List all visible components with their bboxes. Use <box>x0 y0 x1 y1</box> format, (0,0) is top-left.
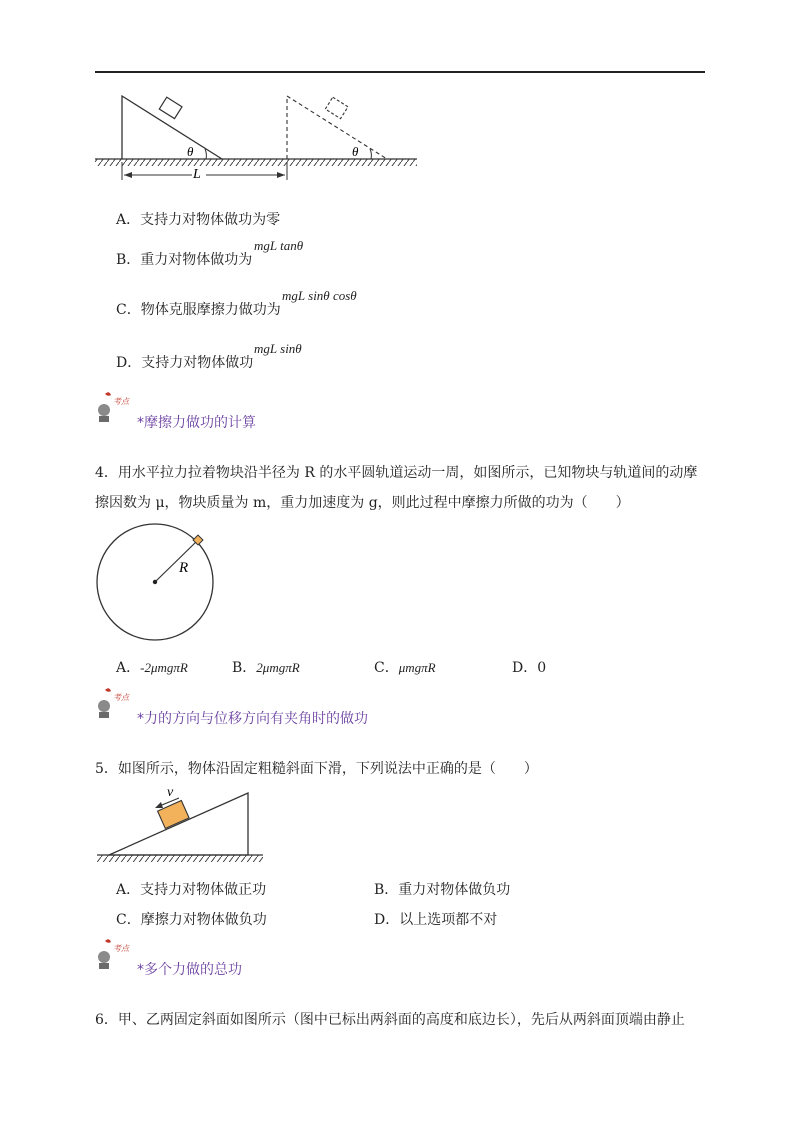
q5-knowledge-label: *多个力做的总功 <box>137 962 242 978</box>
option-letter: B． <box>116 252 141 268</box>
velocity-arrow-head <box>155 802 163 808</box>
q5-figure <box>95 785 265 865</box>
option-text: -2μmgπR <box>140 660 188 675</box>
option-letter: B． <box>374 882 399 898</box>
radius-line <box>155 541 197 582</box>
option-text: 支持力对物体做正功 <box>140 882 267 898</box>
q4-knowledge-label: *力的方向与位移方向有夹角时的做功 <box>137 711 368 727</box>
option-letter: A． <box>116 660 141 676</box>
knowledge-point-icon <box>95 390 127 426</box>
option-text: 支持力对物体做功为零 <box>140 212 281 228</box>
q4-line-1: 4．用水平拉力拉着物块沿半径为 R 的水平圆轨道运动一周，如图所示，已知物块与轨道间的动摩 <box>95 465 698 481</box>
velocity-label: v <box>167 785 174 800</box>
option-text: 2μmgπR <box>256 660 300 675</box>
option-letter: B． <box>232 660 257 676</box>
q6-line-1: 6．甲、乙两固定斜面如图所示（图中已标出两斜面的高度和底边长），先后从两斜面顶端由静止 <box>95 1012 685 1028</box>
q5-option-b[interactable] <box>374 880 510 900</box>
ground-hatch <box>95 159 417 166</box>
option-text: 物体克服摩擦力做功为 <box>140 302 281 318</box>
q4-line-2: 擦因数为 μ，物块质量为 m，重力加速度为 g，则此过程中摩擦力所做的功为（ ） <box>95 495 630 511</box>
q3-option-d[interactable] <box>116 353 253 373</box>
q3-option-c-math: mgL sinθ cosθ <box>282 288 357 303</box>
kp-glyph-1: 考点 <box>113 693 129 702</box>
option-text: 支持力对物体做功 <box>141 355 254 371</box>
q3-option-c[interactable] <box>116 300 281 320</box>
dim-arrow-left <box>124 172 132 178</box>
angle-arc-right <box>370 149 371 159</box>
option-text: 重力对物体做功为 <box>140 252 253 268</box>
q3-option-a[interactable] <box>116 210 280 230</box>
q5-option-a[interactable] <box>116 880 266 900</box>
q4-option-c[interactable] <box>374 658 436 678</box>
q4-option-b[interactable] <box>232 658 300 678</box>
angle-arc-left <box>205 149 206 159</box>
block <box>159 97 182 118</box>
q5-line-1: 5．如图所示，物体沿固定粗糙斜面下滑，下列说法中正确的是（ ） <box>95 761 538 777</box>
q4-figure <box>95 530 220 645</box>
theta-label-left: θ <box>187 144 194 159</box>
block-dashed <box>325 97 348 118</box>
option-letter: A． <box>116 882 141 898</box>
q3-figure <box>95 90 425 185</box>
q3-option-d-math: mgL sinθ <box>254 341 302 356</box>
header-rule <box>95 71 705 73</box>
kp-glyph-1: 考点 <box>113 397 129 406</box>
ground-hatch <box>97 855 263 862</box>
option-letter: A． <box>116 212 141 228</box>
option-letter: C． <box>116 302 141 318</box>
incline-dashed <box>287 96 387 159</box>
q4-option-d[interactable] <box>512 658 546 678</box>
q4-option-a[interactable] <box>116 658 188 678</box>
option-letter: C． <box>116 912 141 928</box>
kp-glyph-1: 考点 <box>113 944 129 953</box>
dim-arrow-right <box>277 172 285 178</box>
option-letter: C． <box>374 660 399 676</box>
option-letter: D． <box>512 660 538 676</box>
knowledge-point-icon <box>95 937 127 973</box>
option-text: 重力对物体做负功 <box>398 882 511 898</box>
option-text: 摩擦力对物体做负功 <box>140 912 267 928</box>
q3-knowledge-label: *摩擦力做功的计算 <box>137 415 256 431</box>
length-label: L <box>193 167 201 182</box>
q3-option-b-math: mgL tanθ <box>254 238 304 253</box>
theta-label-right: θ <box>352 144 359 159</box>
radius-label: R <box>179 560 189 576</box>
option-letter: D． <box>374 912 400 928</box>
knowledge-point-icon <box>95 686 127 722</box>
option-text: 0 <box>537 660 547 676</box>
option-text: μmgπR <box>398 660 436 675</box>
option-letter: D． <box>116 355 142 371</box>
q5-option-d[interactable] <box>374 910 497 930</box>
center-dot <box>153 580 157 584</box>
q3-option-b[interactable] <box>116 250 252 270</box>
q5-option-c[interactable] <box>116 910 267 930</box>
option-text: 以上选项都不对 <box>399 912 498 928</box>
